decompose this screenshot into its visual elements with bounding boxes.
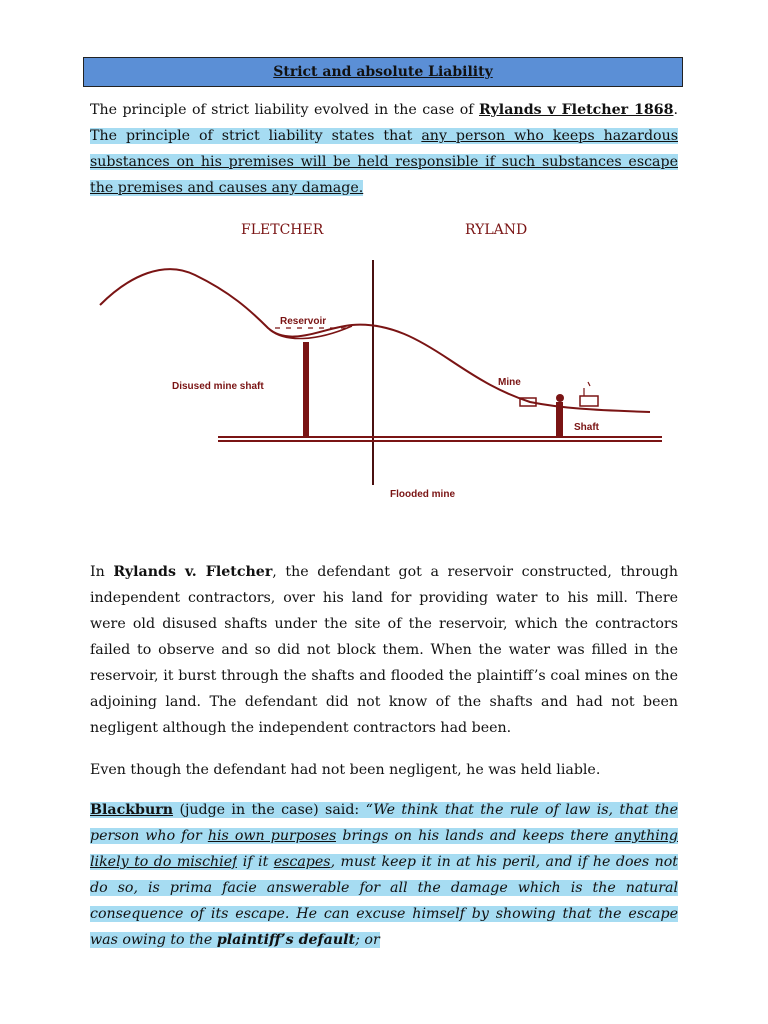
intro-highlight-text: The principle of strict liability states that	[90, 128, 422, 144]
section-title-bar	[83, 57, 683, 87]
quote-paragraph	[90, 797, 678, 953]
quote-judge-name: Blackburn	[90, 802, 174, 818]
mine-building-2	[580, 396, 598, 406]
shaft-label: Shaft	[574, 422, 599, 433]
section-title: Strict and absolute Liability	[273, 64, 493, 80]
quote-mischief: anything likely to do mischief	[90, 828, 678, 870]
mine-shaft	[556, 402, 563, 438]
flooded-mine-label: Flooded mine	[390, 489, 455, 500]
facts-paragraph	[90, 559, 678, 741]
disused-shaft-label: Disused mine shaft	[172, 381, 264, 392]
held-paragraph: Even though the defendant had not been negligent, he was held liable.	[90, 762, 601, 778]
chimney-smoke	[584, 382, 590, 396]
quote-text-1: (judge in the case) said:	[173, 802, 366, 818]
quote-own-purposes: his own purposes	[207, 828, 337, 844]
quote-plaintiff-default: plaintiff’s default	[216, 932, 356, 948]
quote-escapes: escapes	[273, 854, 331, 870]
facts-case-name: Rylands v. Fletcher	[113, 564, 273, 580]
intro-case-name: Rylands v Fletcher 1868	[479, 102, 674, 118]
intro-text-1: The principle of strict liability evolved in the case of	[90, 102, 480, 118]
facts-text-1: In	[90, 564, 114, 580]
quote-italic-1: “We think that the rule of law is, that the person who for	[90, 802, 678, 844]
quote-italic-3: if it	[237, 854, 274, 870]
disused-shaft	[303, 342, 309, 437]
diagram-label-fletcher: FLETCHER	[241, 222, 324, 238]
shaft-head	[556, 394, 564, 402]
rylands-diagram	[90, 230, 680, 510]
intro-highlight-underlined: any person who keeps hazardous substances on his premises will be held responsible if such substances escape the premises and causes any damage.	[90, 128, 678, 196]
quote-italic-4: , must keep it in at his peril, and if he does not do so, is prima facie answerable for all the damage which is the natural consequence of its escape. He can excuse himself by showing that the escape was owing to the	[90, 854, 678, 948]
mine-label: Mine	[498, 377, 521, 388]
reservoir-label: Reservoir	[280, 316, 327, 327]
quote-italic-5: ; or	[355, 932, 380, 948]
diagram-label-ryland: RYLAND	[465, 222, 528, 238]
facts-text-2: , the defendant got a reservoir constructed, through independent contractors, over his land for providing water to his mill. There were old disused shafts under the site of the reservoir, which the contractors failed to observe and so did not block them. When the water was filled in the reservoir, it burst through the shafts and flooded the plaintiff’s coal mines on the adjoining land. The defendant did not know of the shafts and had not been negligent although the independent contractors had been.	[90, 564, 678, 736]
intro-paragraph	[90, 97, 678, 201]
quote-italic-2: brings on his lands and keeps there	[336, 828, 615, 844]
intro-text-2: .	[673, 102, 678, 118]
